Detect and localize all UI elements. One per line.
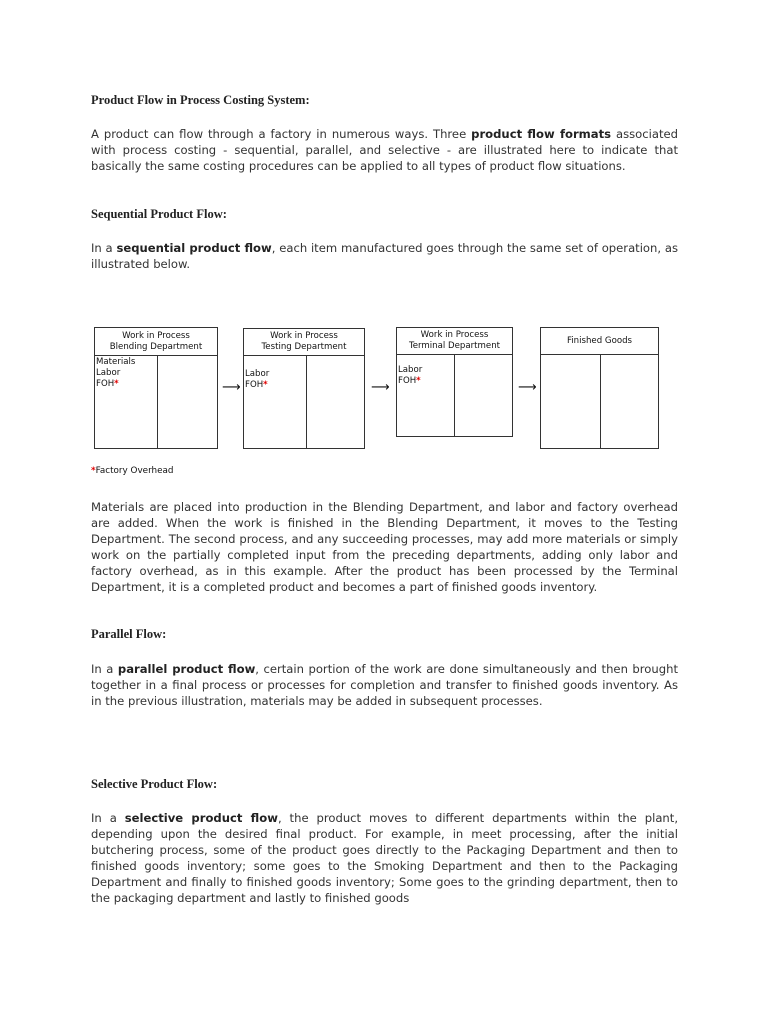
parallel-text-2: , certain portion of the work are done simultaneously and then brought together in a final process or processes for completion and transfer to finished goods inventory. As in the previous illustration, materials may be added in subsequent processes.	[91, 662, 678, 708]
selective-bold: selective product flow	[124, 811, 278, 825]
cost-item-foh: FOH*	[398, 376, 421, 386]
finished-goods-title: Finished Goods	[566, 335, 633, 346]
sequential-text-1: In a	[91, 241, 117, 255]
terminal-department-account	[396, 327, 513, 437]
selective-paragraph	[91, 810, 678, 906]
testing-cost-items	[245, 369, 269, 391]
page-title: Product Flow in Process Costing System:	[91, 93, 310, 107]
finished-goods-header	[541, 328, 658, 355]
testing-header-line2: Testing Department	[261, 342, 347, 352]
cost-item-materials: Materials	[96, 357, 136, 367]
blending-header-line1: Work in Process	[122, 330, 190, 341]
testing-department-account	[243, 328, 365, 449]
terminal-header-line2: Terminal Department	[408, 341, 501, 351]
finished-goods-account	[540, 327, 659, 449]
cost-item-labor: Labor	[96, 368, 121, 378]
intro-bold: product flow formats	[471, 127, 612, 141]
parallel-bold: parallel product flow	[117, 662, 256, 676]
cost-item-foh: FOH*	[96, 379, 119, 389]
asterisk-marker: *	[114, 379, 119, 389]
flow-arrow: ⟶	[518, 380, 537, 395]
testing-department-header	[244, 329, 364, 356]
parallel-heading: Parallel Flow:	[91, 627, 167, 641]
t-account-divider	[306, 355, 307, 448]
flow-arrow: ⟶	[222, 380, 241, 395]
intro-text-1: A product can flow through a factory in numerous ways. Three	[91, 127, 472, 141]
terminal-header-line1: Work in Process	[420, 330, 489, 340]
asterisk-marker: *	[263, 380, 268, 390]
testing-header-line1: Work in Process	[270, 331, 338, 341]
cost-item-foh: FOH*	[245, 380, 268, 390]
blending-header-line2: Blending Department	[109, 341, 203, 352]
sequential-paragraph	[91, 240, 678, 272]
sequential-explanation-paragraph: Materials are placed into production in the Blending Department, and labor and factory overhead are added. When the work is finished in the Blending Department, it moves to the Testing Department. The second process, and any succeeding processes, may add more materials or simply work on the partially completed input from the preceding departments, adding only labor and factory overhead, as in this example. After the product has been processed by the Terminal Department, it is a completed product and becomes a part of finished goods inventory.	[91, 500, 678, 594]
cost-item-labor: Labor	[245, 369, 270, 379]
selective-text-1: In a	[91, 811, 125, 825]
t-account-divider	[600, 354, 601, 448]
intro-paragraph	[91, 126, 678, 174]
blending-department-header	[95, 328, 217, 356]
blending-department-account	[94, 327, 218, 449]
asterisk-marker: *	[416, 376, 421, 386]
factory-overhead-footnote	[91, 466, 174, 476]
terminal-department-header	[397, 328, 512, 355]
sequential-bold: sequential product flow	[116, 241, 272, 255]
t-account-divider	[454, 354, 455, 436]
flow-arrow: ⟶	[371, 380, 390, 395]
parallel-text-1: In a	[91, 662, 118, 676]
footnote-text: Factory Overhead	[95, 466, 174, 476]
sequential-text-2: , each item manufactured goes through the same set of operation, as illustrated below.	[91, 241, 678, 271]
cost-item-labor: Labor	[398, 365, 423, 375]
parallel-paragraph	[91, 661, 678, 709]
terminal-cost-items	[398, 365, 422, 387]
asterisk-marker: *	[91, 466, 96, 476]
t-account-divider	[157, 355, 158, 448]
selective-text-2: , the product moves to different departments within the plant, depending upon the desired final product. For example, in meet processing, after the initial butchering process, some of the product goes directly to the Packaging Department and then to finished goods inventory; some goes to the Smoking Department and then to the Packaging Department and finally to finished goods inventory; Some goes to the grinding department, then to the packaging department and lastly to finished goods	[91, 811, 679, 905]
blending-cost-items	[96, 357, 135, 390]
sequential-heading: Sequential Product Flow:	[91, 207, 227, 221]
selective-heading: Selective Product Flow:	[91, 777, 218, 791]
intro-text-2: associated with process costing - sequential, parallel, and selective - are illustrated here to indicate that basically the same costing procedures can be applied to all types of product flow situations.	[91, 127, 679, 173]
